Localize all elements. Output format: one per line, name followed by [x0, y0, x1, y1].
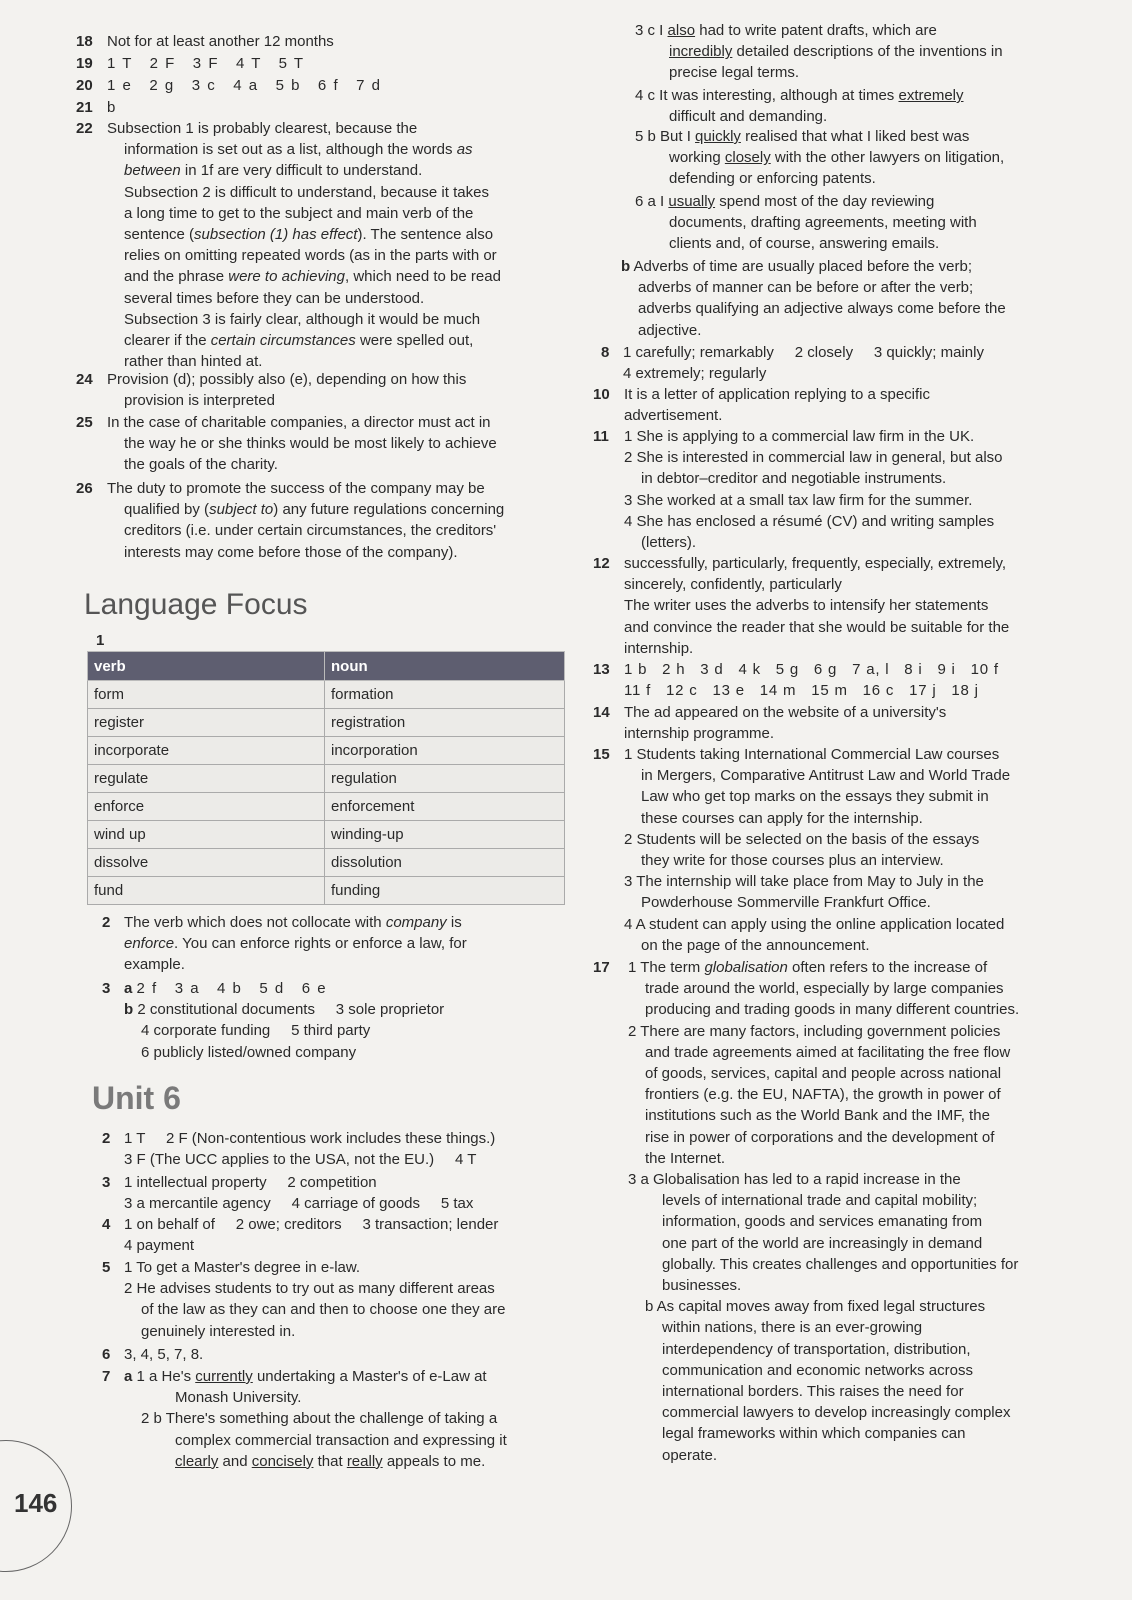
answer-22: 22 Subsection 1 is probably clearest, because the information is set out as a list, although the words as between in 1f are very difficult to understand. Subsection 2 is difficult to understand, because it takes a long time to get to the subject and main verb of the sentence (subsection (1) has effect). The sentence also relies on omitting repeated words (as in the parts with or and the phrase were to achieving, which need to be read several times before they can be understood. Subsection 3 is fairly clear, although it would be much clearer if the certain circumstances were spelled out, rather than hinted at.: [76, 120, 501, 371]
unit-6-heading: Unit 6: [92, 1080, 181, 1116]
table-cell: formation: [325, 681, 565, 709]
table-row: [88, 737, 565, 765]
answer-14: 14 The ad appeared on the website of a university's internship programme.: [593, 704, 947, 743]
answer-12: 12 successfully, particularly, frequently, especially, extremely, sincerely, confidently, particularly The writer uses the adverbs to intensify her statements and convince the reader that she would be suitable for the internship.: [593, 555, 1010, 657]
table-cell: incorporate: [88, 737, 325, 765]
table-row: [88, 877, 565, 905]
answer-7a-3: 3 c I also had to write patent drafts, which are incredibly detailed descriptions of the inventions in precise legal terms.: [635, 22, 1003, 82]
answer-11: 11 1 She is applying to a commercial law firm in the UK. 2 She is interested in commercial law in general, but also in debtor–creditor and negotiable instruments. 3 She worked at a small tax law firm for the summer. 4 She has enclosed a résumé (CV) and writing samples (letters).: [593, 428, 1003, 552]
u6-answer-4: 4 1 on behalf of 2 owe; creditors 3 transaction; lender 4 payment: [102, 1216, 499, 1255]
answer-24: 24 Provision (d); possibly also (e), depending on how this provision is interpreted: [76, 371, 467, 410]
answer-13: 13 1 b 2 h 3 d 4 k 5 g 6 g 7 a, l 8 i 9 i 10 f 11 f 12 c 13 e 14 m 15 m 16 c 17 j 18 j: [593, 661, 999, 700]
table-row: [88, 793, 565, 821]
table-cell: form: [88, 681, 325, 709]
table-cell: register: [88, 709, 325, 737]
table-cell: winding-up: [325, 821, 565, 849]
table-row: [88, 821, 565, 849]
table-cell: dissolution: [325, 849, 565, 877]
table-cell: enforce: [88, 793, 325, 821]
answer-26: 26 The duty to promote the success of the company may be qualified by (subject to) any future regulations concerning creditors (i.e. under certain circumstances, the creditors' interests may come before those of the company).: [76, 480, 505, 561]
table-cell: regulation: [325, 765, 565, 793]
answer-8: 8 1 carefully; remarkably 2 closely 3 quickly; mainly 4 extremely; regularly: [601, 344, 984, 383]
answer-25: 25 In the case of charitable companies, a director must act in the way he or she thinks would be most likely to achieve the goals of the charity.: [76, 414, 497, 474]
answer-10: 10 It is a letter of application replying to a specific advertisement.: [593, 386, 930, 425]
table-cell: incorporation: [325, 737, 565, 765]
table-cell: fund: [88, 877, 325, 905]
u6-answer-2: 2 1 T 2 F (Non-contentious work includes these things.) 3 F (The UCC applies to the USA, not the EU.) 4 T: [102, 1130, 496, 1169]
lf-answer-3: 3 a 2 f 3 a 4 b 5 d 6 e b 2 constitutional documents 3 sole proprietor 4 corporate funding 5 third party 6 publicly listed/owned company: [102, 980, 445, 1061]
table-row: [88, 765, 565, 793]
table-row: [88, 849, 565, 877]
answer-19: 19 1 T 2 F 3 F 4 T 5 T: [76, 55, 305, 72]
answer-7a-6: 6 a I usually spend most of the day reviewing documents, drafting agreements, meeting with clients and, of course, answering emails.: [635, 193, 977, 253]
u6-answer-7: 7 a 1 a He's currently undertaking a Master's of e-Law at Monash University. 2 b There's something about the challenge of taking a complex commercial transaction and expressing it clearly and concisely that really appeals to me.: [102, 1368, 507, 1470]
answer-21: 21 b: [76, 99, 116, 116]
table-cell: enforcement: [325, 793, 565, 821]
answer-7b: b Adverbs of time are usually placed before the verb; adverbs of manner can be before or after the verb; adverbs qualifying an adjective always come before the adjective.: [621, 258, 1006, 339]
language-focus-heading: Language Focus: [84, 588, 308, 621]
answer-7a-4: 4 c It was interesting, although at times extremely difficult and demanding.: [635, 87, 964, 126]
answer-18: 18 Not for at least another 12 months: [76, 33, 334, 50]
table-header-row: [88, 652, 565, 681]
table-cell: funding: [325, 877, 565, 905]
table-cell: registration: [325, 709, 565, 737]
lf-question-1: 1: [96, 632, 105, 649]
answer-15: 15 1 Students taking International Commercial Law courses in Mergers, Comparative Antitrust Law and World Trade Law who get top marks on the essays they submit in these courses can apply for the internship. 2 Students will be selected on the basis of the essays they write for those courses plus an interview. 3 The internship will take place from May to July in the Powderhouse Sommerville Frankfurt Office. 4 A student can apply using the online application located on the page of the announcement.: [593, 746, 1011, 954]
table-row: [88, 709, 565, 737]
table-header-noun: noun: [325, 652, 565, 681]
table-row: [88, 681, 565, 709]
lf-answer-2: 2 The verb which does not collocate with company is enforce. You can enforce rights or enforce a law, for example.: [102, 914, 467, 974]
table-cell: dissolve: [88, 849, 325, 877]
u6-answer-3: 3 1 intellectual property 2 competition 3 a mercantile agency 4 carriage of goods 5 tax: [102, 1174, 474, 1213]
answer-20: 20 1 e 2 g 3 c 4 a 5 b 6 f 7 d: [76, 77, 382, 94]
table-cell: wind up: [88, 821, 325, 849]
verb-noun-table: [87, 651, 565, 905]
page-number: 146: [14, 1488, 58, 1518]
table-cell: regulate: [88, 765, 325, 793]
answer-7a-5: 5 b But I quickly realised that what I liked best was working closely with the other lawyers on litigation, defending or enforcing patents.: [635, 128, 1005, 188]
table-header-verb: verb: [88, 652, 325, 681]
answer-17: 17 1 The term globalisation often refers to the increase of trade around the world, especially by large companies producing and trading goods in many different countries. 2 There are many factors, including government policies and trade agreements aimed at facilitating the free flow of goods, services, capital and people across national frontiers (e.g. the EU, NAFTA), the growth in power of institutions such as the World Bank and the IMF, the rise in power of corporations and the development of the Internet. 3 a Globalisation has led to a rapid increase in the levels of international trade and capital mobility; information, goods and services emanating from one part of the world are increasingly in demand globally. This creates challenges and opportunities for businesses. b As capital moves away from fixed legal structures within nations, there is an ever-growing interdependency of transportation, distribution, communication and economic networks across international borders. This raises the need for commercial lawyers to develop increasingly complex legal frameworks within which companies can operate.: [593, 959, 1020, 1464]
u6-answer-5: 5 1 To get a Master's degree in e-law. 2 He advises students to try out as many different areas of the law as they can and then to choose one they are genuinely interested in.: [102, 1259, 506, 1340]
u6-answer-6: 6 3, 4, 5, 7, 8.: [102, 1346, 204, 1363]
